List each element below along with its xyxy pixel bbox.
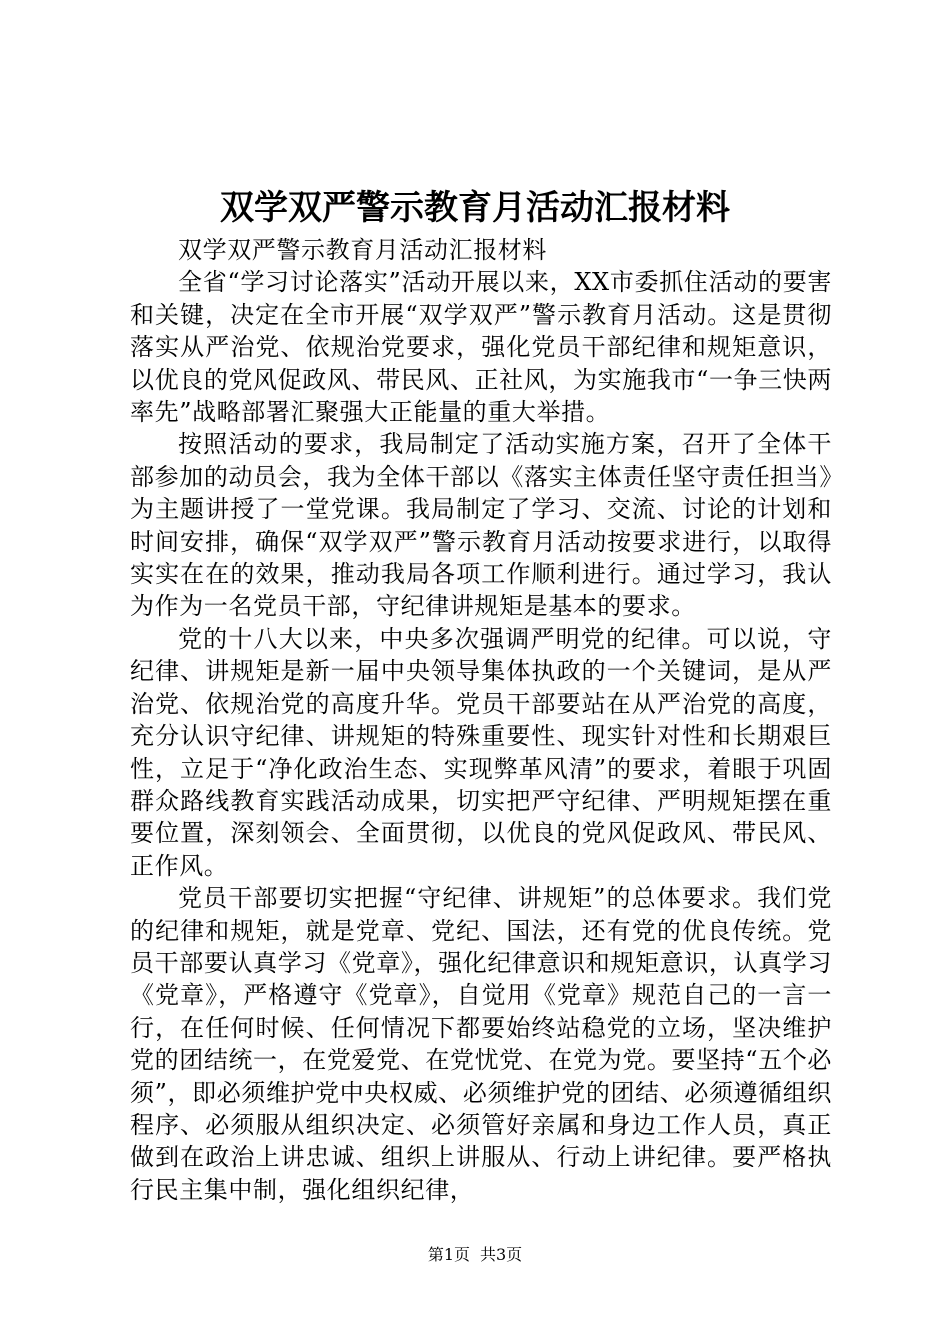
page-number: 第1页 <box>427 1245 470 1264</box>
paragraph-subtitle: 双学双严警示教育月活动汇报材料 <box>178 236 547 264</box>
page-footer <box>0 1244 950 1266</box>
document-title: 双学双严警示教育月活动汇报材料 <box>220 188 730 228</box>
paragraph: 按照活动的要求，我局制定了活动实施方案，召开了全体干部参加的动员会，我为全体干部以《落实主体责任坚守责任担当》为主题讲授了一堂党课。我局制定了学习、交流、讨论的计划和时间安排，确保“双学双严”警示教育月活动按要求进行，以取得实实在在的效果，推动我局各项工作顺利进行。通过学习，我认为作为一名党员干部，守纪律讲规矩是基本的要求。 <box>130 430 832 621</box>
page-total: 共3页 <box>480 1245 523 1264</box>
document-body <box>130 234 832 1206</box>
paragraph: 党的十八大以来，中央多次强调严明党的纪律。可以说，守纪律、讲规矩是新一届中央领导集体执政的一个关键词，是从严治党、依规治党的高度升华。党员干部要站在从严治党的高度，充分认识守纪律、讲规矩的特殊重要性、现实针对性和长期艰巨性，立足于“净化政治生态、实现弊革风清”的要求，着眼于巩固群众路线教育实践活动成果，切实把严守纪律、严明规矩摆在重要位置，深刻领会、全面贯彻，以优良的党风促政风、带民风、正作风。 <box>130 624 832 880</box>
paragraph: 全省“学习讨论落实”活动开展以来，XX市委抓住活动的要害和关键，决定在全市开展“双学双严”警示教育月活动。这是贯彻落实从严治党、依规治党要求，强化党员干部纪律和规矩意识，以优良的党风促政风、带民风、正社风，为实施我市“一争三快两率先”战略部署汇聚强大正能量的重大举措。 <box>130 268 832 427</box>
paragraph: 党员干部要切实把握“守纪律、讲规矩”的总体要求。我们党的纪律和规矩，就是党章、党纪、国法，还有党的优良传统。党员干部要认真学习《党章》，强化纪律意识和规矩意识，认真学习《党章》，严格遵守《党章》，自觉用《党章》规范自己的一言一行，在任何时候、任何情况下都要始终站稳党的立场，坚决维护党的团结统一，在党爱党、在党忧党、在党为党。要坚持“五个必须”，即必须维护党中央权威、必须维护党的团结、必须遵循组织程序、必须服从组织决定、必须管好亲属和身边工作人员，真正做到在政治上讲忠诚、组织上讲服从、行动上讲纪律。要严格执行民主集中制，强化组织纪律， <box>130 884 832 1204</box>
